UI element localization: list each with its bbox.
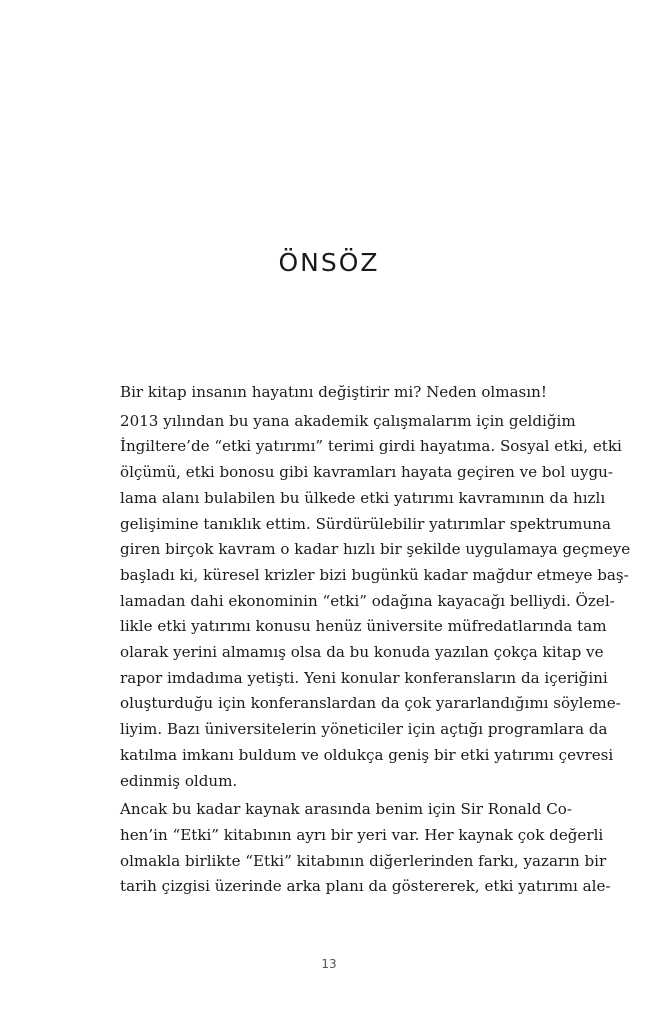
body-text: [86, 380, 631, 903]
text-line: liyim. Bazı üniversitelerin yöneticiler için açtığı programlara da: [120, 720, 608, 739]
paragraph-3: [86, 797, 611, 900]
text-line: ölçümü, etki bonosu gibi kavramları hayata geçiren ve bol uygu-: [120, 463, 613, 482]
chapter-title: ÖNSÖZ: [278, 248, 380, 277]
paragraph-1: [86, 380, 572, 406]
text-line: İngiltere’de “etki yatırımı” terimi girdi hayatıma. Sosyal etki, etki: [120, 437, 622, 456]
text-line: giren birçok kavram o kadar hızlı bir şekilde uygulamaya geçmeye: [120, 540, 631, 559]
text-line: Bir kitap insanın hayatını değiştirir mi? Neden olmasın!: [120, 383, 547, 401]
text-line: 2013 yılından bu yana akademik çalışmalarım için geldiğim: [120, 411, 576, 430]
text-line: likle etki yatırımı konusu henüz üniversite müfredatlarında tam: [120, 617, 607, 636]
page-number: 13: [321, 957, 337, 971]
text-line: lamadan dahi ekonominin “etki” odağına kayacağı belliydi. Özel-: [120, 591, 615, 610]
text-line: başladı ki, küresel krizler bizi bugünkü kadar mağdur etmeye baş-: [120, 565, 629, 584]
text-line: tarih çizgisi üzerinde arka planı da göstererek, etki yatırımı ale-: [120, 877, 611, 896]
text-line: rapor imdadıma yetişti. Yeni konular konferansların da içeriğini: [120, 668, 608, 687]
paragraph-2: [86, 409, 631, 795]
text-line: lama alanı bulabilen bu ülkede etki yatırımı kavramının da hızlı: [120, 488, 606, 507]
text-line: oluşturduğu için konferanslardan da çok yararlandığımı söyleme-: [120, 694, 621, 713]
text-line: olmakla birlikte “Etki” kitabının diğerlerinden farkı, yazarın bir: [120, 851, 607, 870]
text-line: hen’in “Etki” kitabının ayrı bir yeri var. Her kaynak çok değerli: [120, 825, 604, 844]
text-line: edinmiş oldum.: [120, 771, 238, 790]
text-line: gelişimine tanıklık ettim. Sürdürülebilir yatırımlar spektrumuna: [120, 514, 611, 533]
text-line: katılma imkanı buldum ve oldukça geniş bir etki yatırımı çevresi: [120, 745, 614, 764]
text-line: Ancak bu kadar kaynak arasında benim için Sir Ronald Co-: [120, 800, 572, 819]
text-line: olarak yerini almamış olsa da bu konuda yazılan çokça kitap ve: [120, 643, 604, 662]
